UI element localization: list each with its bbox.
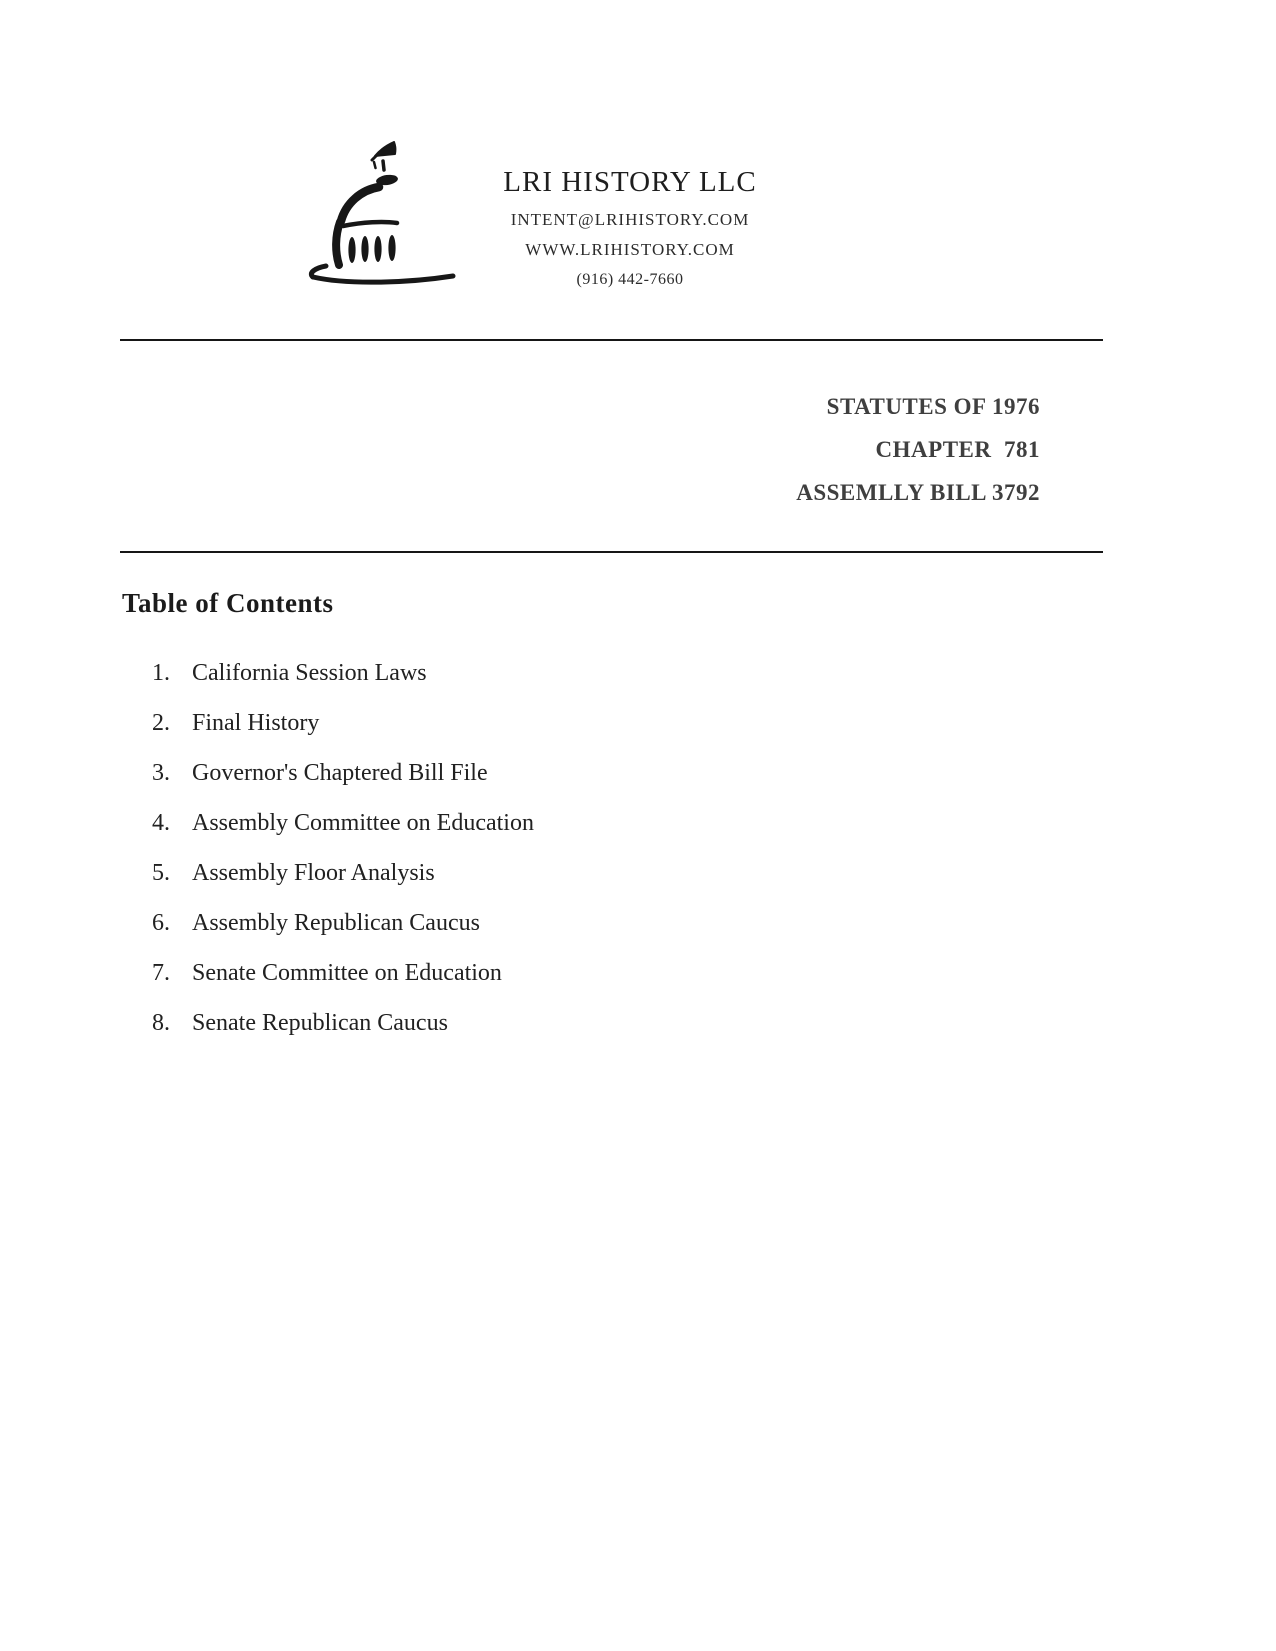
- toc-item: [152, 898, 534, 948]
- toc-item-label: Final History: [192, 710, 320, 736]
- statute-reference-block: [796, 385, 1040, 514]
- assembly-bill-line: ASSEMLLY BILL 3792: [796, 480, 1040, 505]
- contact-phone: (916) 442-7660: [576, 271, 684, 288]
- toc-item-label: Assembly Republican Caucus: [192, 910, 480, 936]
- toc-title: Table of Contents: [122, 588, 334, 618]
- toc-list: [152, 648, 534, 1048]
- contact-block: [460, 205, 800, 295]
- horizontal-rule-bottom: [120, 551, 1103, 553]
- toc-item: [152, 848, 534, 898]
- toc-item: [152, 798, 534, 848]
- toc-item: [152, 698, 534, 748]
- toc-item-number: 4.: [152, 810, 170, 836]
- contact-website: WWW.LRIHISTORY.COM: [525, 240, 735, 259]
- capitol-dome-sketch-icon: [293, 133, 461, 285]
- letterhead: [460, 163, 800, 295]
- toc-item-label: California Session Laws: [192, 660, 427, 686]
- toc-item-label: Governor's Chaptered Bill File: [192, 760, 488, 786]
- toc-item-label: Assembly Committee on Education: [192, 810, 534, 836]
- toc-item-number: 2.: [152, 710, 170, 736]
- toc-item: [152, 998, 534, 1048]
- toc-item: [152, 648, 534, 698]
- toc-item-number: 7.: [152, 960, 170, 986]
- toc-item: [152, 748, 534, 798]
- toc-item: [152, 948, 534, 998]
- toc-item-number: 3.: [152, 760, 170, 786]
- toc-item-number: 8.: [152, 1010, 170, 1036]
- toc-item-number: 1.: [152, 660, 170, 686]
- toc-item-label: Senate Republican Caucus: [192, 1010, 448, 1036]
- company-name: LRI HISTORY LLC: [503, 166, 757, 198]
- statutes-line: STATUTES OF 1976: [826, 394, 1040, 419]
- horizontal-rule-top: [120, 339, 1103, 341]
- toc-item-label: Senate Committee on Education: [192, 960, 502, 986]
- contact-email: INTENT@LRIHISTORY.COM: [510, 210, 750, 229]
- chapter-line: CHAPTER 781: [875, 437, 1040, 462]
- toc-item-label: Assembly Floor Analysis: [192, 860, 435, 886]
- toc-item-number: 6.: [152, 910, 170, 936]
- toc-item-number: 5.: [152, 860, 170, 886]
